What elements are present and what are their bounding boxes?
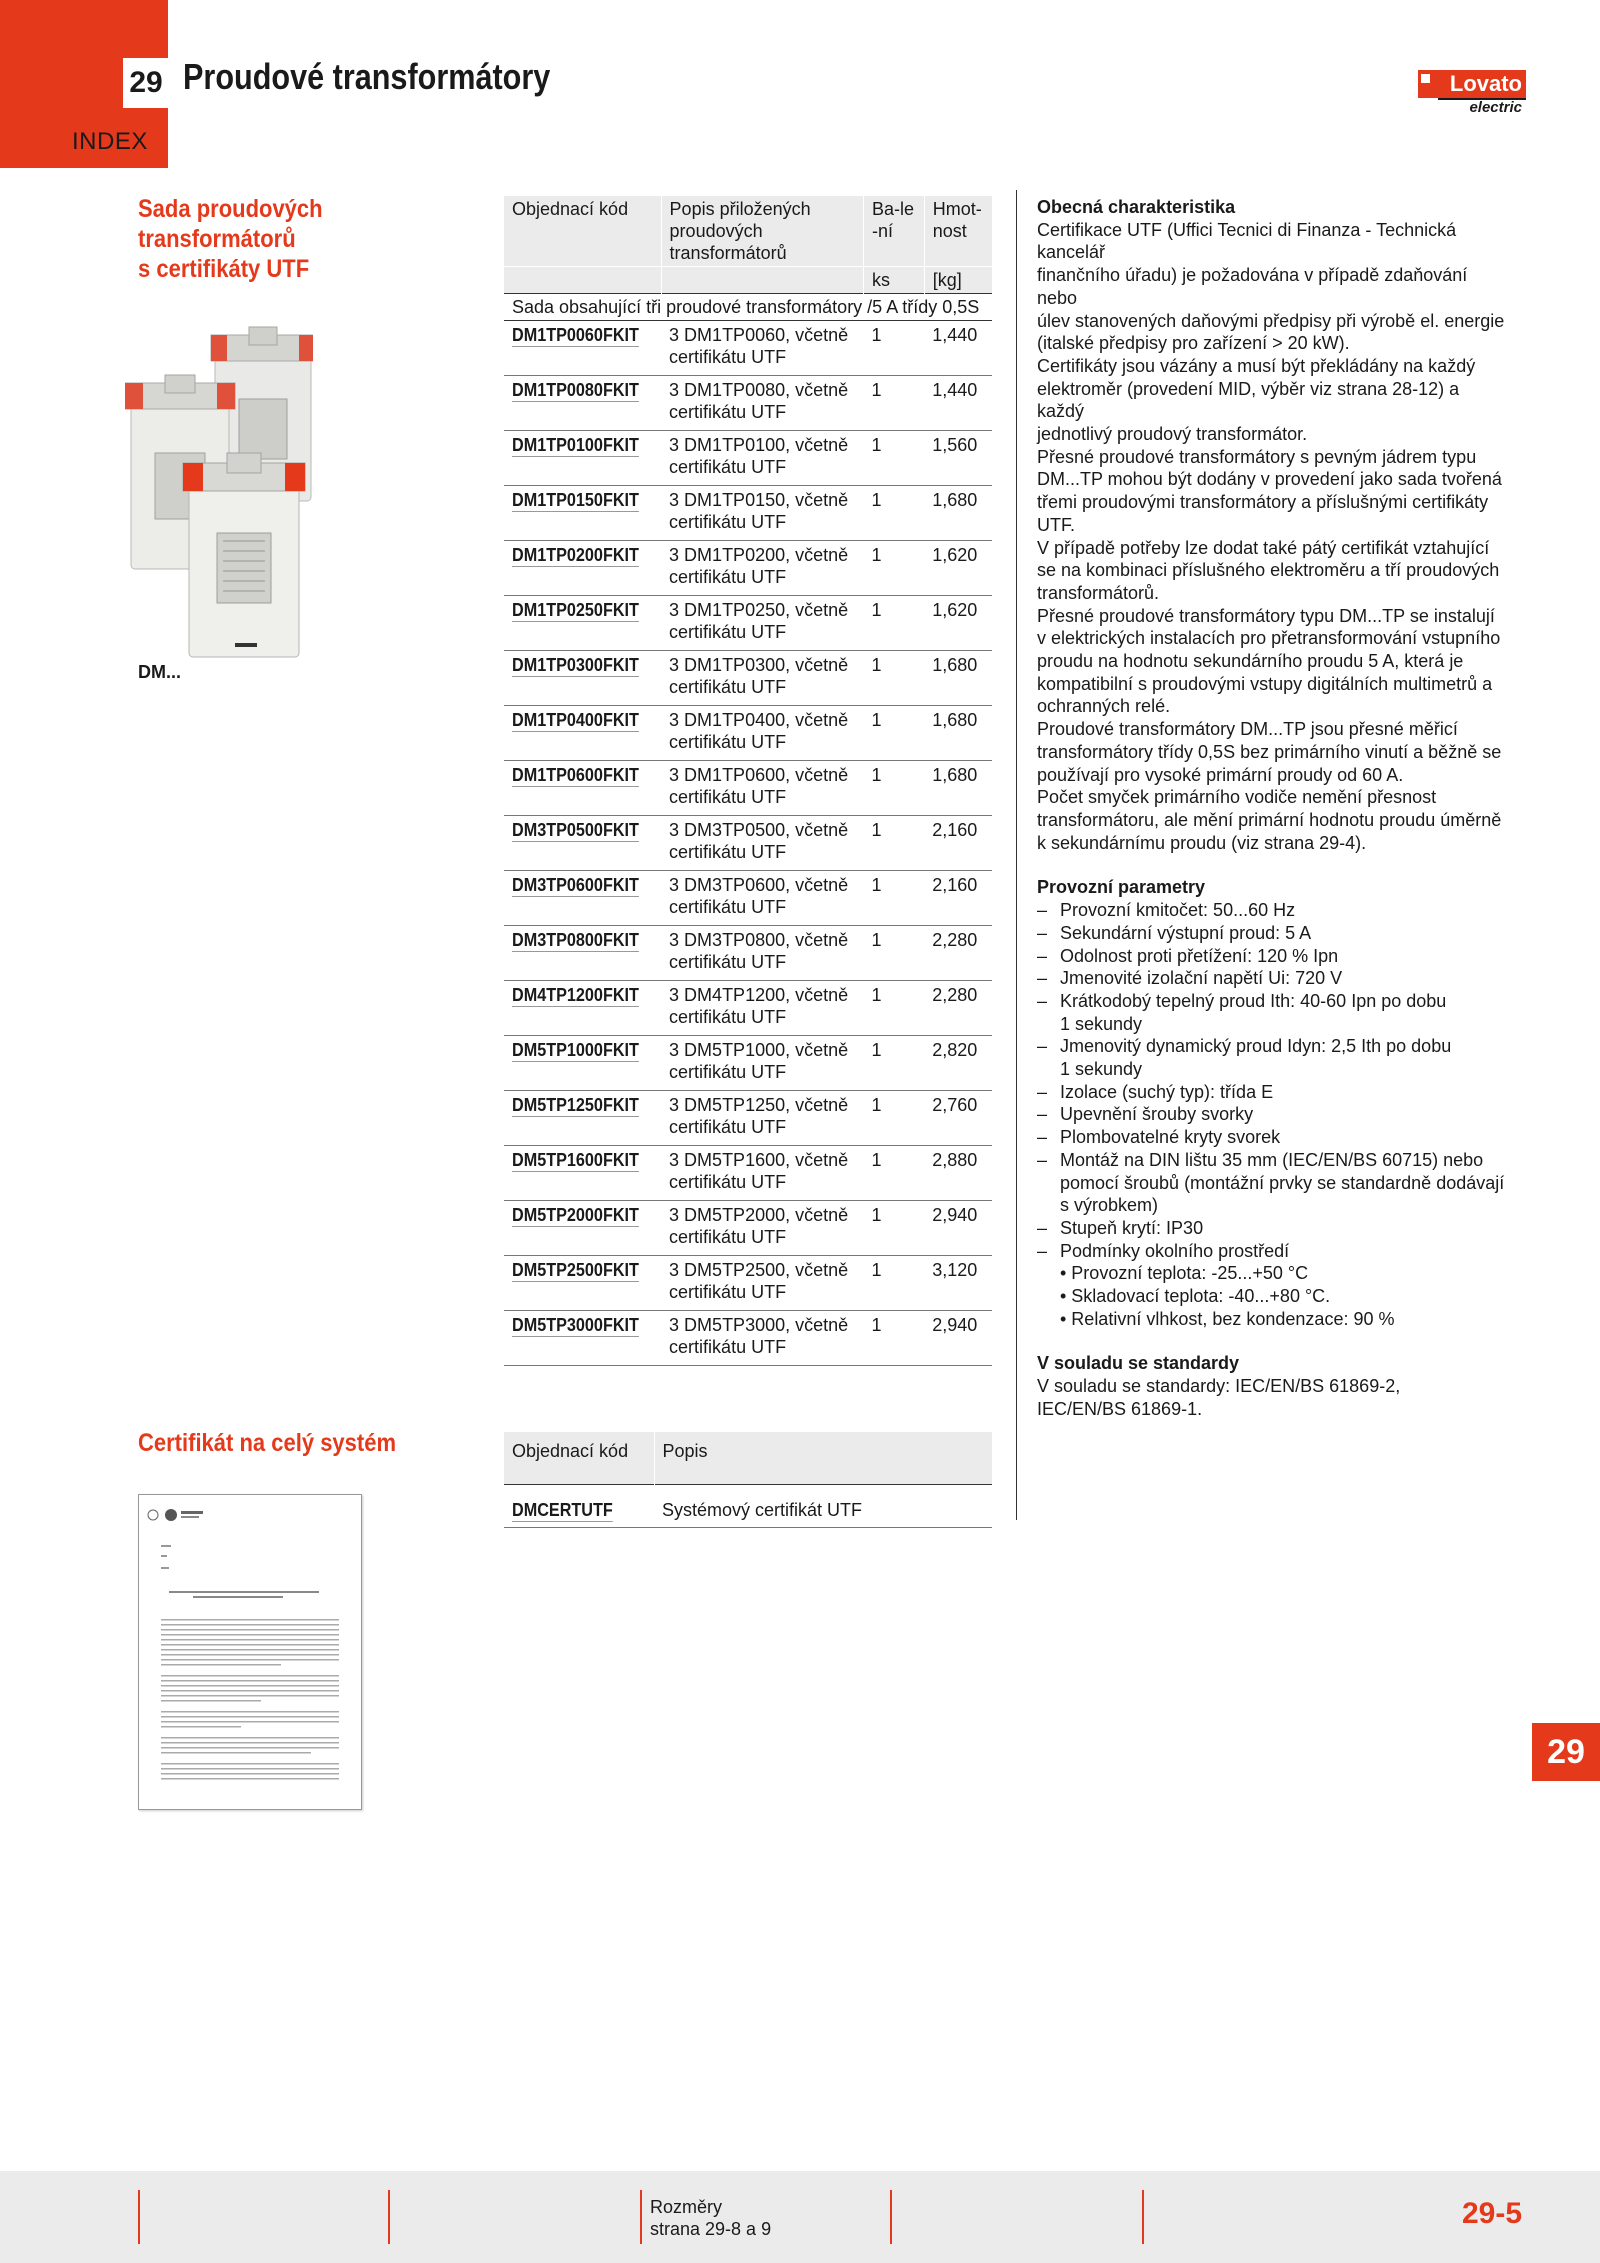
order-code: DM1TP0100FKIT [504,431,661,486]
pack-quantity: 1 [864,1036,925,1091]
pack-quantity: 1 [864,651,925,706]
description: Systémový certifikát UTF [654,1484,992,1527]
order-code: DMCERTUTF [504,1484,654,1527]
table-row [504,596,992,651]
text-line: transformátorů. [1037,582,1160,603]
pack-quantity: 1 [864,1311,925,1366]
table-row [504,1091,992,1146]
order-code: DM1TP0300FKIT [504,651,661,706]
text-line: Certifikace UTF (Uffici Tecnici di Finanza - Technická kancelář [1037,219,1457,263]
unit-weight: [kg] [924,267,992,294]
footer-divider [640,2190,642,2244]
set-note: Sada obsahující tři proudové transformátory /5 A třídy 0,5S [504,294,992,321]
weight: 2,280 [924,926,992,981]
description: 3 DM1TP0200, včetně certifikátu UTF [661,541,863,596]
col-header-code: Objednací kód [504,1432,654,1484]
pack-quantity: 1 [864,816,925,871]
text-line: elektroměr (provedení MID, výběr viz strana 28-12) a každý [1037,378,1460,422]
table-row [504,1311,992,1366]
table-row [504,431,992,486]
list-item: – Sekundární výstupní proud: 5 A [1037,922,1507,945]
current-transformer-photo [125,315,313,660]
operating-heading: Provozní parametry [1037,877,1206,898]
order-code: DM1TP0400FKIT [504,706,661,761]
chapter-side-tab[interactable]: 29 [1532,1723,1600,1781]
order-code: DM1TP0250FKIT [504,596,661,651]
pack-quantity: 1 [864,1201,925,1256]
table-row [504,1146,992,1201]
description: 3 DM1TP0400, včetně certifikátu UTF [661,706,863,761]
weight: 1,560 [924,431,992,486]
table-row [504,1036,992,1091]
unit-pack: ks [864,267,925,294]
text-line: třemi proudovými transformátory a příslušnými certifikáty [1037,492,1489,513]
order-code: DM3TP0600FKIT [504,871,661,926]
description: 3 DM1TP0300, včetně certifikátu UTF [661,651,863,706]
pack-quantity: 1 [864,1091,925,1146]
description: 3 DM1TP0060, včetně certifikátu UTF [661,321,863,376]
order-code: DM5TP1250FKIT [504,1091,661,1146]
pack-quantity: 1 [864,981,925,1036]
text-line: ochranných relé. [1037,696,1171,717]
pack-quantity: 1 [864,376,925,431]
table-row [504,1201,992,1256]
order-code: DM1TP0080FKIT [504,376,661,431]
table-row [504,651,992,706]
order-code: DM1TP0600FKIT [504,761,661,816]
text-line: V případě potřeby lze dodat také pátý certifikát vztahující [1037,537,1490,558]
footer-divider [1142,2190,1144,2244]
text-line: se na kombinaci příslušného elektroměru a tří proudových [1037,560,1500,581]
order-code: DM5TP2500FKIT [504,1256,661,1311]
order-code: DM5TP2000FKIT [504,1201,661,1256]
text-line: kompatibilní s proudovými vstupy digitálních multimetrů a [1037,673,1493,694]
table-row [504,816,992,871]
list-item: – Jmenovitý dynamický proud Idyn: 2,5 Ith po dobu 1 sekundy [1037,1035,1507,1080]
text-line: používají pro vysoké primární proudy od 60 A. [1037,764,1404,785]
description: 3 DM1TP0250, včetně certifikátu UTF [661,596,863,651]
table-row [504,1256,992,1311]
dimensions-reference[interactable]: Rozměry strana 29-8 a 9 [650,2197,772,2239]
table-row [504,706,992,761]
weight: 2,760 [924,1091,992,1146]
description: 3 DM5TP2500, včetně certifikátu UTF [661,1256,863,1311]
footer-divider [890,2190,892,2244]
operating-parameters [1037,899,1507,1330]
table-row [504,486,992,541]
weight: 1,680 [924,706,992,761]
order-code: DM5TP1600FKIT [504,1146,661,1201]
list-item: – Upevnění šrouby svorky [1037,1103,1507,1126]
pack-quantity: 1 [864,1146,925,1201]
description: 3 DM5TP1600, včetně certifikátu UTF [661,1146,863,1201]
pack-quantity: 1 [864,926,925,981]
description: 3 DM5TP1000, včetně certifikátu UTF [661,1036,863,1091]
footer [0,2171,1600,2263]
table-row [504,926,992,981]
list-item: – Montáž na DIN lištu 35 mm (IEC/EN/BS 60715) nebo pomocí šroubů (montážní prvky se standardně dodávají s výrobkem) [1037,1149,1507,1217]
text-line: transformátory třídy 0,5S bez primárního vinutí a běžně se [1037,741,1502,762]
text-line: transformátoru, ale mění primární hodnotu proudu úměrně [1037,809,1502,830]
text-line: finančního úřadu) je požadována v případě zdaňování nebo [1037,265,1468,308]
certificate-table [504,1432,992,1528]
description: 3 DM4TP1200, včetně certifikátu UTF [661,981,863,1036]
text-line: Počet smyček primárního vodiče nemění přesnost [1037,787,1437,808]
description: 3 DM1TP0080, včetně certifikátu UTF [661,376,863,431]
description: 3 DM3TP0600, včetně certifikátu UTF [661,871,863,926]
list-item: – Podmínky okolního prostředí • Provozní teplota: -25...+50 °C • Skladovací teplota: -40...+80 °C. • Relativní vlhkost, bez kondenzace: 90 % [1037,1240,1507,1331]
list-item: – Jmenovité izolační napětí Ui: 720 V [1037,967,1507,990]
lovato-logo [1418,70,1526,116]
description: 3 DM1TP0100, včetně certifikátu UTF [661,431,863,486]
col-header-weight: Hmot-nost [924,196,992,267]
footer-divider [388,2190,390,2244]
pack-quantity: 1 [864,706,925,761]
table-row [504,321,992,376]
page-number: 29-5 [1462,2197,1523,2230]
weight: 1,680 [924,651,992,706]
page-title: Proudové transformátory [183,56,551,97]
col-header-description: Popis přiložených proudových transformátorů [661,196,863,267]
text-line: (italské předpisy pro zařízení > 20 kW). [1037,333,1350,354]
section-heading-system-certificate: Certifikát na celý systém [138,1429,397,1457]
general-heading: Obecná charakteristika [1037,197,1236,217]
list-item: – Izolace (suchý typ): třída E [1037,1081,1507,1104]
table-row [504,871,992,926]
col-header-code: Objednací kód [504,196,661,267]
table-row [504,541,992,596]
text-line: proudu na hodnotu sekundárního proudu 5 A, která je [1037,651,1464,672]
table-row [504,376,992,431]
description: 3 DM5TP3000, včetně certifikátu UTF [661,1311,863,1366]
text-line: V souladu se standardy: IEC/EN/BS 61869-2, [1037,1376,1401,1397]
weight: 2,280 [924,981,992,1036]
section-heading-utf-kit: Sada proudových transformátorů s certifikáty UTF [138,195,323,283]
order-code: DM1TP0150FKIT [504,486,661,541]
order-code: DM1TP0200FKIT [504,541,661,596]
weight: 3,120 [924,1256,992,1311]
text-line: Přesné proudové transformátory s pevným jádrem typu [1037,446,1477,467]
footer-divider [138,2190,140,2244]
description: 3 DM3TP0800, včetně certifikátu UTF [661,926,863,981]
list-item: – Odolnost proti přetížení: 120 % Ipn [1037,945,1507,968]
description: 3 DM1TP0600, včetně certifikátu UTF [661,761,863,816]
text-line: Přesné proudové transformátory typu DM...TP se instalují [1037,605,1495,626]
col-header-description: Popis [654,1432,992,1484]
photo-caption: DM... [138,662,181,682]
table-row [504,981,992,1036]
table-row [504,1484,992,1527]
pack-quantity: 1 [864,486,925,541]
text-line: k sekundárnímu proudu (viz strana 29-4). [1037,832,1367,853]
pack-quantity: 1 [864,596,925,651]
weight: 2,820 [924,1036,992,1091]
text-line: Certifikáty jsou vázány a musí být překládány na každý [1037,355,1476,376]
list-item: – Stupeň krytí: IP30 [1037,1217,1507,1240]
weight: 1,620 [924,541,992,596]
weight: 1,680 [924,486,992,541]
pack-quantity: 1 [864,321,925,376]
column-divider [1016,190,1017,1520]
pack-quantity: 1 [864,871,925,926]
weight: 2,940 [924,1201,992,1256]
certificate-document-image [138,1494,362,1810]
pack-quantity: 1 [864,431,925,486]
order-code: DM3TP0500FKIT [504,816,661,871]
description: 3 DM5TP1250, včetně certifikátu UTF [661,1091,863,1146]
weight: 1,620 [924,596,992,651]
weight: 1,680 [924,761,992,816]
list-item: – Plombovatelné kryty svorek [1037,1126,1507,1149]
weight: 1,440 [924,376,992,431]
text-line: v elektrických instalacích pro přetransformování vstupního [1037,628,1501,649]
text-line: jednotlivý proudový transformátor. [1037,424,1308,445]
order-code: DM5TP3000FKIT [504,1311,661,1366]
text-line: Proudové transformátory DM...TP jsou přesné měřicí [1037,719,1458,740]
utf-kit-table [504,196,992,1366]
text-line: úlev stanovených daňovými předpisy při výrobě el. energie [1037,310,1505,331]
weight: 2,880 [924,1146,992,1201]
text-line: IEC/EN/BS 61869-1. [1037,1398,1203,1419]
order-code: DM4TP1200FKIT [504,981,661,1036]
compliance-text [1037,1375,1507,1420]
list-item: – Provozní kmitočet: 50...60 Hz [1037,899,1507,922]
order-code: DM1TP0060FKIT [504,321,661,376]
description: 3 DM1TP0150, včetně certifikátu UTF [661,486,863,541]
col-header-pack: Ba-le-ní [864,196,925,267]
table-row [504,761,992,816]
order-code: DM3TP0800FKIT [504,926,661,981]
compliance-heading: V souladu se standardy [1037,1353,1240,1374]
logo-text: Lovato [1449,71,1522,96]
weight: 2,940 [924,1311,992,1366]
description: 3 DM5TP2000, včetně certifikátu UTF [661,1201,863,1256]
logo-subtext: electric [1438,98,1526,116]
pack-quantity: 1 [864,1256,925,1311]
pack-quantity: 1 [864,541,925,596]
chapter-number: 29 [123,58,169,108]
text-line: UTF. [1037,514,1075,535]
weight: 2,160 [924,871,992,926]
index-link[interactable]: INDEX [72,128,148,155]
text-line: DM...TP mohou být dodány v provedení jako sada tvořená [1037,469,1502,490]
pack-quantity: 1 [864,761,925,816]
description: 3 DM3TP0500, včetně certifikátu UTF [661,816,863,871]
weight: 1,440 [924,321,992,376]
list-item: – Krátkodobý tepelný proud Ith: 40-60 Ipn po dobu 1 sekundy [1037,990,1507,1035]
specifications [1037,196,1507,1421]
order-code: DM5TP1000FKIT [504,1036,661,1091]
general-text [1037,219,1507,855]
weight: 2,160 [924,816,992,871]
